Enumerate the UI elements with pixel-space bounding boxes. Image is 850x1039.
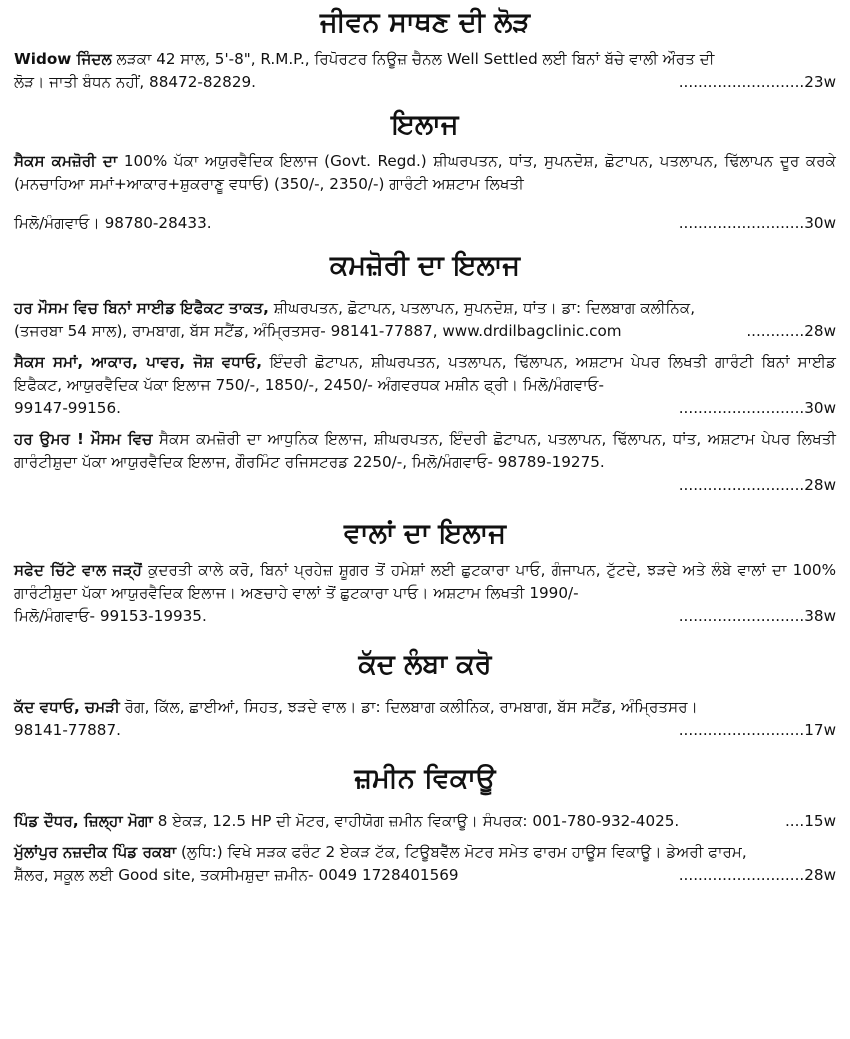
section-heading: ਇਲਾਜ bbox=[391, 109, 459, 140]
section-heading: ਵਾਲਾਂ ਦਾ ਇਲਾਜ bbox=[344, 518, 506, 549]
ad-contact: (ਤਜਰਬਾ 54 ਸਾਲ), ਰਾਮਬਾਗ, ਬੱਸ ਸਟੈਂਡ, ਅੰਮ੍ਰਿਤਸਰ- 98141-77887, www.drdilbagclinic.com bbox=[14, 322, 622, 340]
ad-body: (ਲੁਧਿ:) ਵਿਖੇ ਸੜਕ ਫਰੰਟ 2 ਏਕੜ ਟੱਕ, ਟਿਊਬਵੈੱਲ ਮੋਟਰ ਸਮੇਤ ਫਾਰਮ ਹਾਊਸ ਵਿਕਾਊ। ਡੇਅਰੀ ਫਾਰਮ, bbox=[176, 843, 747, 861]
classified-ad bbox=[14, 841, 836, 887]
section-heading: ਜੀਵਨ ਸਾਥਣ ਦੀ ਲੋੜ bbox=[319, 7, 531, 38]
ad-body: ਲੜਕਾ 42 ਸਾਲ, 5'-8", R.M.P., ਰਿਪੋਰਟਰ ਨਿਊਜ਼ ਚੈਨਲ Well Settled ਲਈ ਬਿਨਾਂ ਬੱਚੇ ਵਾਲੀ ਔਰਤ ਦੀ bbox=[111, 50, 715, 68]
section-heading: ਕੱਦ ਲੰਬਾ ਕਰੋ bbox=[358, 649, 492, 680]
ad-price: ..........................28w bbox=[678, 476, 836, 494]
ad-lead: ਸੈਕਸ ਸਮਾਂ, ਆਕਾਰ, ਪਾਵਰ, ਜੋਸ਼ ਵਧਾਓ, bbox=[14, 353, 262, 371]
ad-lead: ਕੱਦ ਵਧਾਓ, ਚਮੜੀ bbox=[14, 698, 120, 716]
ad-body: ਕੁਦਰਤੀ ਕਾਲੇ ਕਰੋ, ਬਿਨਾਂ ਪ੍ਰਹੇਜ਼ ਸ਼ੂਗਰ ਤੋਂ ਹਮੇਸ਼ਾਂ ਲਈ ਛੁਟਕਾਰਾ ਪਾਓ, ਗੰਜਾਪਨ, ਟੁੱਟਦੇ, ਝੜਦੇ ਅਤੇ ਲੰਬੇ ਵਾਲਾਂ ਦਾ 100% ਗਾਰੰਟੀਸ਼ੁਦਾ ਪੱਕਾ ਆਯੁਰਵੈਦਿਕ ਇਲਾਜ। ਅਣਚਾਹੇ ਵਾਲਾਂ ਤੋਂ ਛੁਟਕਾਰਾ ਪਾਓ। ਅਸ਼ਟਾਮ ਲਿਖਤੀ 1990/- bbox=[14, 561, 836, 602]
classified-ad bbox=[14, 150, 836, 235]
classified-ad bbox=[14, 428, 836, 497]
ad-body: ਸ਼ੀਘਰਪਤਨ, ਛੋਟਾਪਨ, ਪਤਲਾਪਨ, ਸੁਪਨਦੋਸ਼, ਧਾਂਤ। ਡਾ: ਦਿਲਬਾਗ ਕਲੀਨਿਕ, bbox=[268, 299, 696, 317]
ad-tail bbox=[14, 719, 836, 742]
ad-lead: ਹਰ ਉਮਰ ! ਮੌਸਮ ਵਿਚ bbox=[14, 430, 153, 448]
ad-body: ਇੰਦਰੀ ਛੋਟਾਪਨ, ਸ਼ੀਘਰਪਤਨ, ਪਤਲਾਪਨ, ਢਿੱਲਾਪਨ, ਅਸ਼ਟਾਮ ਪੇਪਰ ਲਿਖਤੀ ਗਾਰੰਟੀ ਬਿਨਾਂ ਸਾਈਡ ਇਫੈਕਟ, ਆਯੁਰਵੈਦਿਕ ਪੱਕਾ ਇਲਾਜ 750/-, 1850/-, 2450/- ਅੰਗਵਰਧਕ ਮਸ਼ੀਨ ਫ੍ਰੀ। ਮਿਲੋ/ਮੰਗਵਾਓ- bbox=[14, 353, 836, 394]
ad-contact: ਮਿਲੋ/ਮੰਗਵਾਓ- 99153-19935. bbox=[14, 607, 207, 625]
ad-tail bbox=[14, 320, 836, 343]
ad-contact: 8 ਏਕੜ, 12.5 HP ਦੀ ਮੋਟਰ, ਵਾਹੀਯੋਗ ਜ਼ਮੀਨ ਵਿਕਾਊ। ਸੰਪਰਕ: 001-780-932-4025. bbox=[152, 812, 680, 830]
ad-price: ............28w bbox=[746, 322, 836, 340]
ad-contact: 99147-99156. bbox=[14, 399, 121, 417]
ad-tail bbox=[14, 605, 836, 628]
ad-body: ਸੈਕਸ ਕਮਜ਼ੋਰੀ ਦਾ ਆਧੁਨਿਕ ਇਲਾਜ, ਸ਼ੀਘਰਪਤਨ, ਇੰਦਰੀ ਛੋਟਾਪਨ, ਪਤਲਾਪਨ, ਢਿੱਲਾਪਨ, ਧਾਂਤ, ਅਸ਼ਟਾਮ ਪੇਪਰ ਲਿਖਤੀ ਗਾਰੰਟੀਸ਼ੁਦਾ ਪੱਕਾ ਆਯੁਰਵੈਦਿਕ ਇਲਾਜ, ਗੌਰਮਿੰਟ ਰਜਿਸਟਰਡ 2250/-, ਮਿਲੋ/ਮੰਗਵਾਓ- 98789-19275. bbox=[14, 430, 836, 471]
ad-contact: ਲੋੜ। ਜਾਤੀ ਬੰਧਨ ਨਹੀਂ, 88472-82829. bbox=[14, 73, 256, 91]
ad-price: ..........................17w bbox=[678, 721, 836, 739]
ad-lead: ਸੈਕਸ ਕਮਜ਼ੋਰੀ ਦਾ bbox=[14, 152, 118, 170]
ad-lead: ਮੁੱਲਾਂਪੁਰ ਨਜ਼ਦੀਕ ਪਿੰਡ ਰਕਬਾ bbox=[14, 843, 177, 861]
ad-tail bbox=[14, 864, 836, 887]
ad-lead: ਪਿੰਡ ਦੌਧਰ, ਜ਼ਿਲ੍ਹਾ ਮੋਗਾ bbox=[14, 812, 153, 830]
ad-tail bbox=[14, 397, 836, 420]
ad-tail bbox=[14, 474, 836, 497]
ad-tail bbox=[14, 71, 836, 94]
ad-body: 100% ਪੱਕਾ ਅਯੁਰਵੈਦਿਕ ਇਲਾਜ (Govt. Regd.) ਸ਼ੀਘਰਪਤਨ, ਧਾਂਤ, ਸੁਪਨਦੋਸ਼, ਛੋਟਾਪਨ, ਪਤਲਾਪਨ, ਢਿੱਲਾਪਨ ਦੂਰ ਕਰਕੇ (ਮਨਚਾਹਿਆ ਸਮਾਂ+ਆਕਾਰ+ਸ਼ੁਕਰਾਣੂ ਵਧਾਓ) (350/-, 2350/-) ਗਾਰੰਟੀ ਅਸ਼ਟਾਮ ਲਿਖਤੀ bbox=[14, 152, 836, 193]
ad-price: ..........................30w bbox=[678, 214, 836, 232]
classifieds-page bbox=[0, 6, 850, 1039]
ad-lead: Widow ਜਿੰਦਲ bbox=[14, 50, 112, 68]
ad-price: ..........................38w bbox=[678, 607, 836, 625]
ad-contact: ਮਿਲੋ/ਮੰਗਵਾਓ। 98780-28433. bbox=[14, 214, 212, 232]
ad-lead: ਹਰ ਮੌਸਮ ਵਿਚ ਬਿਨਾਂ ਸਾਈਡ ਇਫੈਕਟ ਤਾਕਤ, bbox=[14, 299, 269, 317]
ad-tail bbox=[14, 810, 836, 833]
classified-ad bbox=[14, 810, 836, 833]
ad-body: ਰੋਗ, ਕਿੱਲ, ਛਾਈਆਂ, ਸਿਹਤ, ਝੜਦੇ ਵਾਲ। ਡਾ: ਦਿਲਬਾਗ ਕਲੀਨਿਕ, ਰਾਮਬਾਗ, ਬੱਸ ਸਟੈਂਡ, ਅੰਮ੍ਰਿਤਸਰ। bbox=[119, 698, 698, 716]
ad-tail bbox=[14, 212, 836, 235]
classified-ad bbox=[14, 696, 836, 742]
ad-price: ..........................30w bbox=[678, 399, 836, 417]
ad-contact: ਸ਼ੈੱਲਰ, ਸਕੂਲ ਲਈ Good site, ਤਕਸੀਮਸ਼ੁਦਾ ਜ਼ਮੀਨ- 0049 1728401569 bbox=[14, 866, 459, 884]
ad-price: ....15w bbox=[784, 812, 836, 830]
ad-lead: ਸਫੇਦ ਚਿੱਟੇ ਵਾਲ ਜੜ੍ਹੋਂ bbox=[14, 561, 142, 579]
ad-price: ..........................23w bbox=[678, 73, 836, 91]
classified-ad bbox=[14, 351, 836, 420]
section-heading: ਕਮਜ਼ੋਰੀ ਦਾ ਇਲਾਜ bbox=[329, 250, 521, 281]
ad-contact: 98141-77887. bbox=[14, 721, 121, 739]
classified-ad bbox=[14, 559, 836, 628]
ad-price: ..........................28w bbox=[678, 866, 836, 884]
classified-ad bbox=[14, 48, 836, 94]
section-heading: ਜ਼ਮੀਨ ਵਿਕਾਊ bbox=[354, 763, 496, 794]
classified-ad bbox=[14, 297, 836, 343]
